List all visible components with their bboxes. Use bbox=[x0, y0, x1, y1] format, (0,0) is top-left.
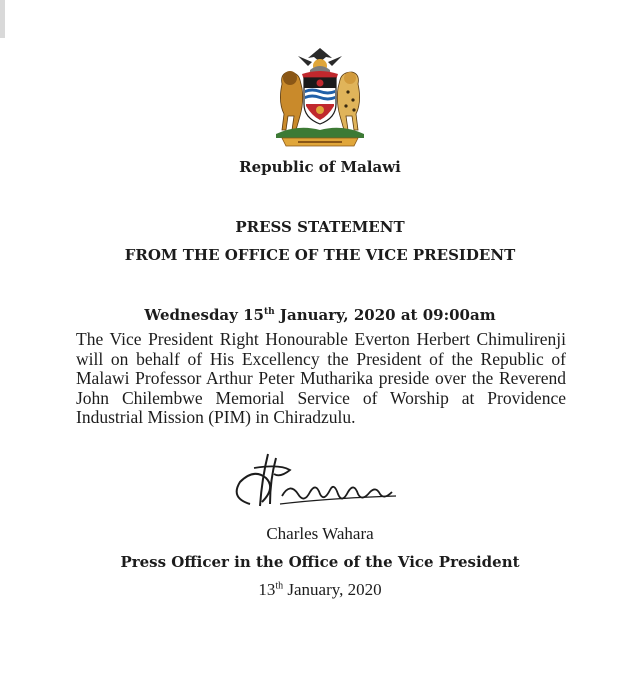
statement-body: The Vice President Right Honourable Everton Herbert Chimulirenji will on behalf of His Excellency the President of the Republic of Malawi Professor Arthur Peter Mutharika preside over the Reverend John Chilembwe Memorial Service of Worship at Providence Industrial Mission (PIM) in Chiradzulu. bbox=[76, 329, 566, 427]
signoff-ordinal-suffix: th bbox=[275, 580, 284, 592]
date-rest: January, 2020 at 09:00am bbox=[274, 306, 496, 324]
signoff-date bbox=[0, 580, 640, 600]
date-ordinal-suffix: th bbox=[263, 307, 275, 317]
handwritten-signature-icon bbox=[220, 448, 420, 518]
signoff-date-rest: January, 2020 bbox=[283, 580, 382, 599]
statement-date bbox=[0, 306, 640, 324]
malawi-coat-of-arms-icon bbox=[268, 44, 372, 150]
statement-subtitle: FROM THE OFFICE OF THE VICE PRESIDENT bbox=[124, 246, 516, 264]
signatory-name: Charles Wahara bbox=[266, 524, 374, 543]
signatory-title: Press Officer in the Office of the Vice President bbox=[120, 553, 520, 571]
page-edge bbox=[0, 0, 5, 38]
statement-title: PRESS STATEMENT bbox=[235, 218, 405, 236]
country-name: Republic of Malawi bbox=[239, 158, 401, 176]
signoff-day: 13 bbox=[258, 580, 276, 599]
date-weekday: Wednesday 15 bbox=[144, 306, 264, 324]
